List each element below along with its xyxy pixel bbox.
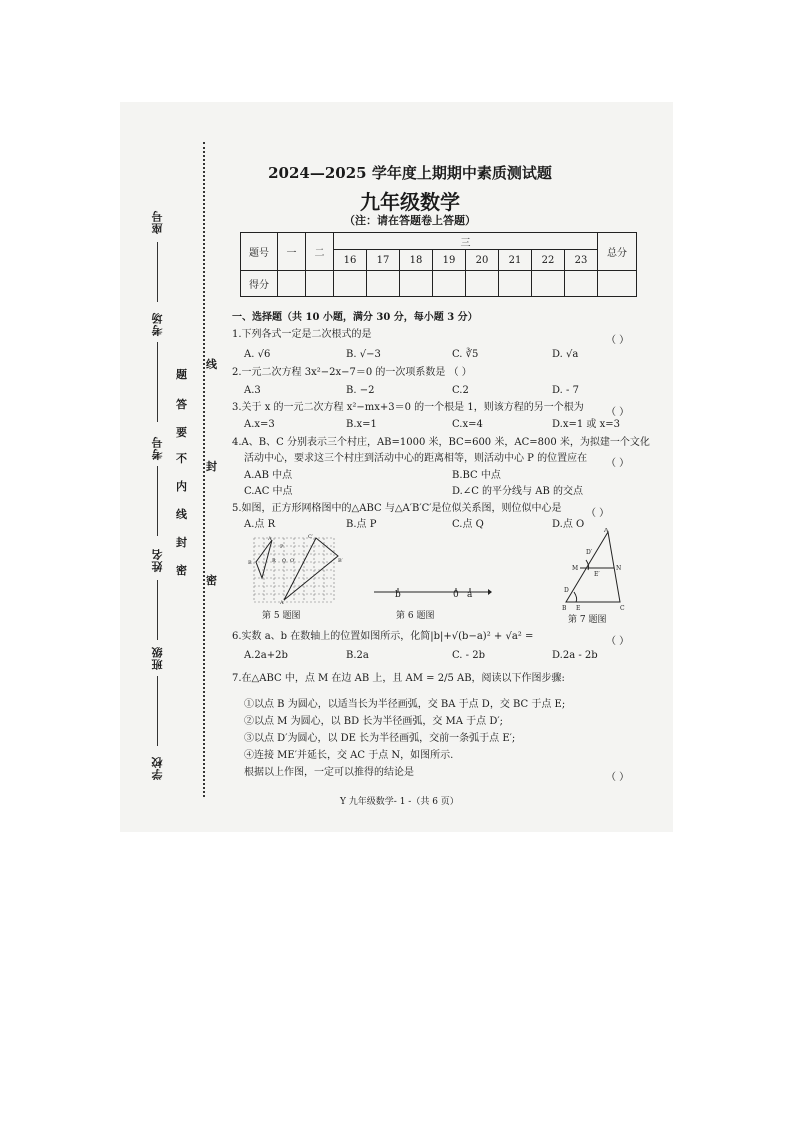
- svg-text:E′: E′: [594, 571, 600, 578]
- svg-text:O: O: [290, 558, 295, 564]
- figure-5-grid: [244, 534, 344, 606]
- q4-option-b: B.BC 中点: [452, 470, 501, 481]
- q6-answer-paren: （ ）: [606, 636, 630, 647]
- q1-option-d: D. √a: [552, 349, 579, 360]
- q4-stem-line2: 活动中心，要求这三个村庄到活动中心的距离相等，则活动中心 P 的位置应在: [244, 453, 588, 464]
- sub-col: 18: [400, 250, 433, 271]
- q4-answer-paren: （ ）: [606, 458, 630, 469]
- q7-step-2: ②以点 M 为圆心，以 BD 长为半径画弧，交 MA 于点 D′;: [244, 716, 503, 727]
- score-cell: [466, 271, 499, 297]
- binding-dotted-line: [203, 142, 205, 797]
- score-cell: [367, 271, 400, 297]
- q5-option-c: C.点 Q: [452, 519, 484, 530]
- q4-stem-line1: 4.A、B、C 分别表示三个村庄，AB=1000 米，BC=600 米，AC=800 米，为拟建一个文化: [232, 437, 650, 448]
- q4-option-d: D.∠C 的平分线与 AB 的交点: [452, 486, 583, 497]
- score-cell: [278, 271, 306, 297]
- figure-6-caption: 第 6 题图: [396, 611, 435, 621]
- svg-text:M: M: [572, 565, 579, 572]
- col-section-3: 三: [334, 233, 598, 250]
- warning-char: 密: [176, 564, 187, 577]
- student-id-blank: [157, 466, 158, 536]
- svg-text:B′: B′: [338, 558, 343, 564]
- seal-mi: 密: [206, 574, 217, 587]
- q3-option-b: B.x=1: [346, 419, 377, 430]
- q3-option-a: A.x=3: [244, 419, 275, 430]
- warning-char: 答: [176, 398, 187, 411]
- q1-option-c: C. ∛5: [452, 349, 479, 360]
- exam-room-label: 考场: [151, 312, 164, 336]
- name-blank: [157, 580, 158, 640]
- page-footer: Y 九年级数学- 1 -（共 6 页）: [340, 797, 459, 807]
- q3-option-d: D.x=1 或 x=3: [552, 419, 620, 430]
- svg-text:R: R: [272, 558, 276, 564]
- q5-option-a: A.点 R: [244, 519, 276, 530]
- row-label-question: 题号: [241, 233, 278, 271]
- svg-text:Q: Q: [282, 558, 287, 564]
- svg-text:P: P: [280, 544, 284, 550]
- sub-col: 22: [532, 250, 565, 271]
- col-section-1: 一: [278, 233, 306, 271]
- q7-conclusion: 根据以上作图，一定可以推得的结论是: [244, 767, 414, 778]
- q7-step-4: ④连接 ME′并延长，交 AC 于点 N，如图所示.: [244, 750, 454, 761]
- q5-option-b: B.点 P: [346, 519, 377, 530]
- svg-text:B: B: [562, 605, 567, 610]
- q4-option-a: A.AB 中点: [244, 470, 293, 481]
- sub-col: 19: [433, 250, 466, 271]
- score-cell: [565, 271, 598, 297]
- q6-stem: 6.实数 a、b 在数轴上的位置如图所示，化简|b|+√(b−a)² + √a² =: [232, 631, 534, 642]
- svg-text:C: C: [620, 605, 625, 610]
- figure-7-triangle: [560, 528, 626, 610]
- q3-answer-paren: （ ）: [606, 407, 630, 418]
- row-label-score: 得分: [241, 271, 278, 297]
- figure-5-caption: 第 5 题图: [262, 611, 301, 621]
- warning-char: 不: [176, 452, 187, 465]
- q2-stem: 2.一元二次方程 3x²−2x−7＝0 的一次项系数是 （ ）: [232, 367, 472, 378]
- q6-option-d: D.2a - 2b: [552, 650, 598, 661]
- warning-char: 要: [176, 426, 187, 439]
- score-cell: [334, 271, 367, 297]
- exam-no-blank: [157, 242, 158, 302]
- axis-label-0: 0: [453, 590, 459, 600]
- q6-option-a: A.2a+2b: [244, 650, 288, 661]
- score-cell: [306, 271, 334, 297]
- axis-label-b: b: [395, 590, 401, 600]
- score-cell: [499, 271, 532, 297]
- q7-stem: 7.在△ABC 中，点 M 在边 AB 上，且 AM = 2/5 AB，阅读以下作图步骤:: [232, 673, 565, 684]
- svg-text:A′: A′: [280, 600, 285, 606]
- q7-step-3: ③以点 D′为圆心，以 DE 长为半径画弧，交前一条弧于点 E′;: [244, 733, 516, 744]
- q5-answer-paren: （ ）: [586, 508, 610, 519]
- sub-col: 20: [466, 250, 499, 271]
- q3-option-c: C.x=4: [452, 419, 483, 430]
- exam-no-label: 座号: [151, 210, 164, 234]
- sub-col: 16: [334, 250, 367, 271]
- svg-text:B: B: [248, 560, 252, 566]
- score-cell: [598, 271, 637, 297]
- class-label: 班级: [151, 646, 164, 670]
- warning-char: 内: [176, 480, 187, 493]
- answer-note: （注：请在答题卷上答题）: [344, 214, 476, 227]
- score-cell: [433, 271, 466, 297]
- svg-text:D′: D′: [586, 549, 593, 556]
- svg-text:A: A: [604, 528, 609, 534]
- subject-title: 九年级数学: [360, 190, 460, 214]
- svg-text:D: D: [564, 587, 569, 594]
- warning-char: 线: [176, 508, 187, 521]
- name-label: 姓名: [151, 548, 164, 572]
- col-section-2: 二: [306, 233, 334, 271]
- q1-option-b: B. √−3: [346, 349, 381, 360]
- axis-label-a: a: [467, 590, 473, 600]
- score-cell: [400, 271, 433, 297]
- svg-text:A: A: [268, 536, 272, 542]
- seal-xian: 线: [206, 358, 217, 371]
- q5-option-d: D.点 O: [552, 519, 585, 530]
- q1-answer-paren: （ ）: [606, 335, 630, 346]
- exam-title: 2024—2025 学年度上期期中素质测试题: [268, 164, 552, 182]
- warning-char: 题: [176, 368, 187, 381]
- q7-answer-paren: （ ）: [606, 772, 630, 783]
- class-blank: [157, 676, 158, 746]
- q4-option-c: C.AC 中点: [244, 486, 293, 497]
- sub-col: 21: [499, 250, 532, 271]
- sub-col: 17: [367, 250, 400, 271]
- exam-room-blank: [157, 342, 158, 422]
- seal-feng: 封: [206, 460, 217, 473]
- svg-text:E: E: [576, 605, 581, 610]
- q1-option-a: A. √6: [244, 349, 271, 360]
- q5-stem: 5.如图，正方形网格图中的△ABC 与△A′B′C′是位似关系图，则位似中心是: [232, 503, 562, 514]
- figure-6-number-line: [372, 580, 492, 606]
- school-label: 学校: [151, 756, 164, 780]
- q2-option-d: D. - 7: [552, 385, 579, 396]
- student-id-label: 考号: [151, 436, 164, 460]
- q6-option-b: B.2a: [346, 650, 369, 661]
- score-cell: [532, 271, 565, 297]
- warning-char: 封: [176, 536, 187, 549]
- q2-option-c: C.2: [452, 385, 469, 396]
- col-total: 总分: [598, 233, 637, 271]
- svg-text:C′: C′: [308, 534, 313, 540]
- score-table: [240, 232, 637, 297]
- sub-col: 23: [565, 250, 598, 271]
- q1-stem: 1.下列各式一定是二次根式的是: [232, 329, 372, 340]
- q3-stem: 3.关于 x 的一元二次方程 x²−mx+3＝0 的一个根是 1，则该方程的另一个根为: [232, 402, 584, 413]
- svg-text:N: N: [616, 565, 622, 572]
- q2-option-a: A.3: [244, 385, 261, 396]
- q6-option-c: C. - 2b: [452, 650, 485, 661]
- figure-7-caption: 第 7 题图: [568, 615, 607, 625]
- q7-step-1: ①以点 B 为圆心，以适当长为半径画弧，交 BA 于点 D，交 BC 于点 E;: [244, 699, 566, 710]
- section-heading: 一、选择题（共 10 小题，满分 30 分，每小题 3 分）: [232, 312, 478, 323]
- q2-option-b: B. −2: [346, 385, 375, 396]
